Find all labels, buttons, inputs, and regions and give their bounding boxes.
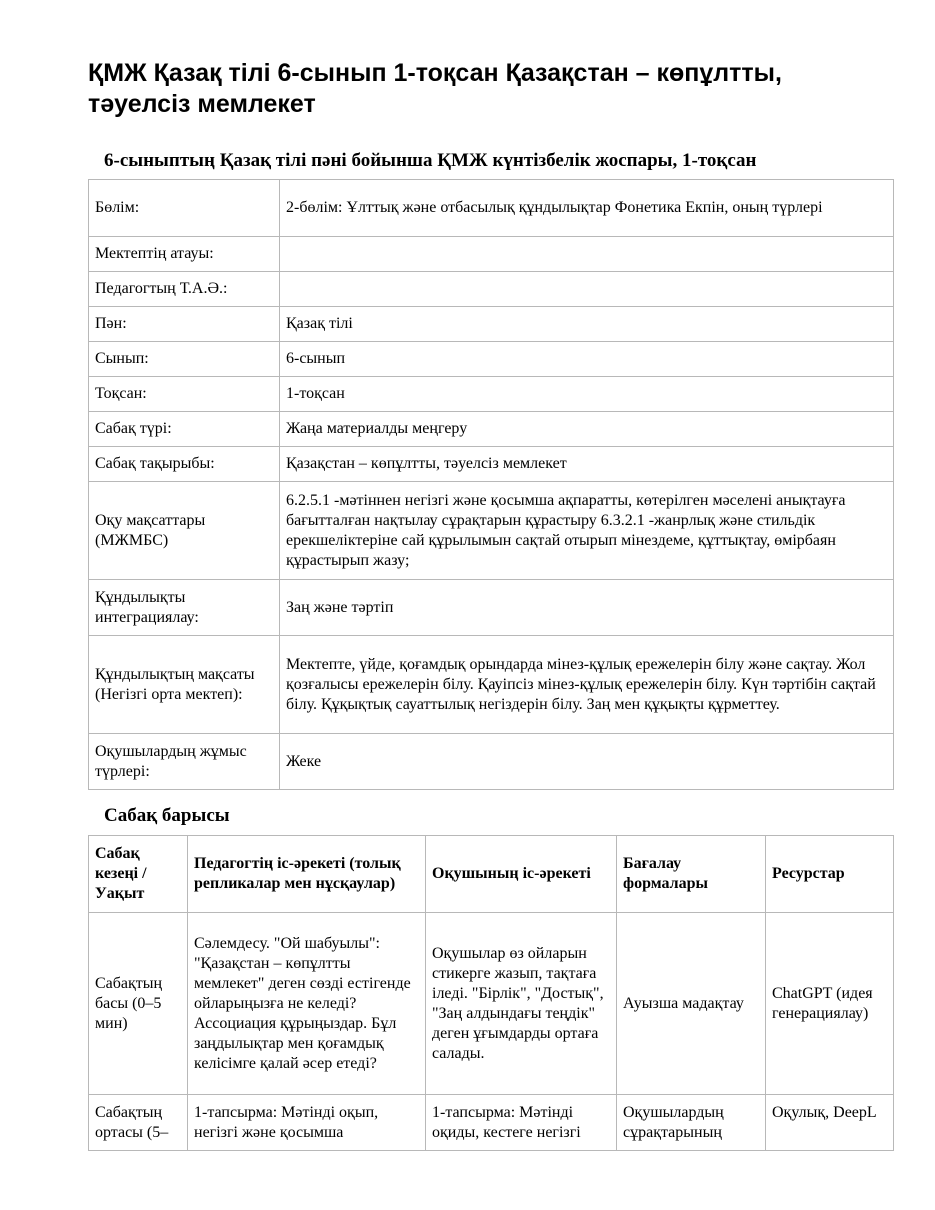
info-value-school [280, 237, 894, 272]
table-row [89, 482, 894, 580]
info-value-topic: Қазақстан – көпұлтты, тәуелсіз мемлекет [280, 447, 894, 482]
info-label-objectives: Оқу мақсаттары (МЖМБС) [89, 482, 280, 580]
info-label-teacher: Педагогтың Т.А.Ә.: [89, 272, 280, 307]
lesson-resources: ChatGPT (идея генерациялау) [766, 913, 894, 1095]
header-student: Оқушының іс-әрекеті [426, 836, 617, 913]
lesson-student-activity: Оқушылар өз ойларын стикерге жазып, тақтаға іледі. "Бірлік", "Достық", "Заң алдындағы теңдік" деген ұғымдарды ортаға салады. [426, 913, 617, 1095]
info-label-subject: Пән: [89, 307, 280, 342]
info-value-work-types: Жеке [280, 734, 894, 790]
info-value-lesson-type: Жаңа материалды меңгеру [280, 412, 894, 447]
info-value-grade: 6-сынып [280, 342, 894, 377]
lesson-table-viewport [88, 835, 898, 1151]
info-table [88, 179, 894, 790]
lesson-student-activity: 1-тапсырма: Мәтінді оқиды, кестеге негізгі [426, 1095, 617, 1151]
table-row [89, 412, 894, 447]
table-row [89, 272, 894, 307]
info-value-teacher [280, 272, 894, 307]
info-value-quarter: 1-тоқсан [280, 377, 894, 412]
info-label-quarter: Тоқсан: [89, 377, 280, 412]
info-value-objectives: 6.2.5.1 -мәтіннен негізгі және қосымша ақпаратты, көтерілген мәселені анықтауға бағытталған нақтылау сұрақтарын құрастыру 6.3.2.1 -жанрлық және стильдік ерекшеліктеріне сай құрылымын сақтай отырып мінездеме, құттықтау, өмірбаян құрастырып жазу; [280, 482, 894, 580]
table-row [89, 180, 894, 237]
lesson-table [88, 835, 894, 1151]
lesson-assessment: Оқушылардың сұрақтарының [617, 1095, 766, 1151]
header-resources: Ресурстар [766, 836, 894, 913]
table-row [89, 734, 894, 790]
plan-heading: 6-сыныптың Қазақ тілі пәні бойынша ҚМЖ күнтізбелік жоспары, 1-тоқсан [104, 150, 757, 171]
table-header-row [89, 836, 894, 913]
table-row [89, 636, 894, 734]
info-value-subject: Қазақ тілі [280, 307, 894, 342]
info-label-value-integration: Құндылықты интеграциялау: [89, 580, 280, 636]
table-row [89, 307, 894, 342]
table-row [89, 447, 894, 482]
lesson-stage: Сабақтың ортасы (5– [89, 1095, 188, 1151]
info-label-grade: Сынып: [89, 342, 280, 377]
lesson-heading: Сабақ барысы [104, 805, 230, 826]
info-label-value-goal: Құндылықтың мақсаты (Негізгі орта мектеп): [89, 636, 280, 734]
info-label-section: Бөлім: [89, 180, 280, 237]
table-row [89, 237, 894, 272]
info-label-school: Мектептің атауы: [89, 237, 280, 272]
info-label-work-types: Оқушылардың жұмыс түрлері: [89, 734, 280, 790]
table-row [89, 1095, 894, 1151]
table-row [89, 913, 894, 1095]
header-assessment: Бағалау формалары [617, 836, 766, 913]
info-label-topic: Сабақ тақырыбы: [89, 447, 280, 482]
header-teacher: Педагогтің іс-әрекеті (толық репликалар мен нұсқаулар) [188, 836, 426, 913]
lesson-assessment: Ауызша мадақтау [617, 913, 766, 1095]
table-row [89, 580, 894, 636]
header-stage: Сабақ кезеңі / Уақыт [89, 836, 188, 913]
lesson-stage: Сабақтың басы (0–5 мин) [89, 913, 188, 1095]
info-value-value-integration: Заң және тәртіп [280, 580, 894, 636]
info-value-section: 2-бөлім: Ұлттық және отбасылық құндылықтар Фонетика Екпін, оның түрлері [280, 180, 894, 237]
table-row [89, 342, 894, 377]
info-label-lesson-type: Сабақ түрі: [89, 412, 280, 447]
lesson-resources: Оқулық, DeepL [766, 1095, 894, 1151]
document-title: ҚМЖ Қазақ тілі 6-сынып 1-тоқсан Қазақстан – көпұлтты, тәуелсіз мемлекет [88, 59, 782, 118]
lesson-teacher-activity: Сәлемдесу. "Ой шабуылы": "Қазақстан – көпұлтты мемлекет" деген сөзді естігенде ойларыңызға не келеді? Ассоциация құрыңыздар. Бұл заңдылықтар мен қоғамдық келісімге қалай әсер етеді? [188, 913, 426, 1095]
lesson-teacher-activity: 1-тапсырма: Мәтінді оқып, негізгі және қосымша [188, 1095, 426, 1151]
info-value-value-goal: Мектепте, үйде, қоғамдық орындарда мінез-құлық ережелерін білу және сақтау. Жол қозғалысы ережелерін білу. Қауіпсіз мінез-құлық ережелерін білу. Күн тәртібін сақтай білу. Құқықтық сауаттылық негіздерін білу. Заң мен құқықты құрметтеу. [280, 636, 894, 734]
table-row [89, 377, 894, 412]
